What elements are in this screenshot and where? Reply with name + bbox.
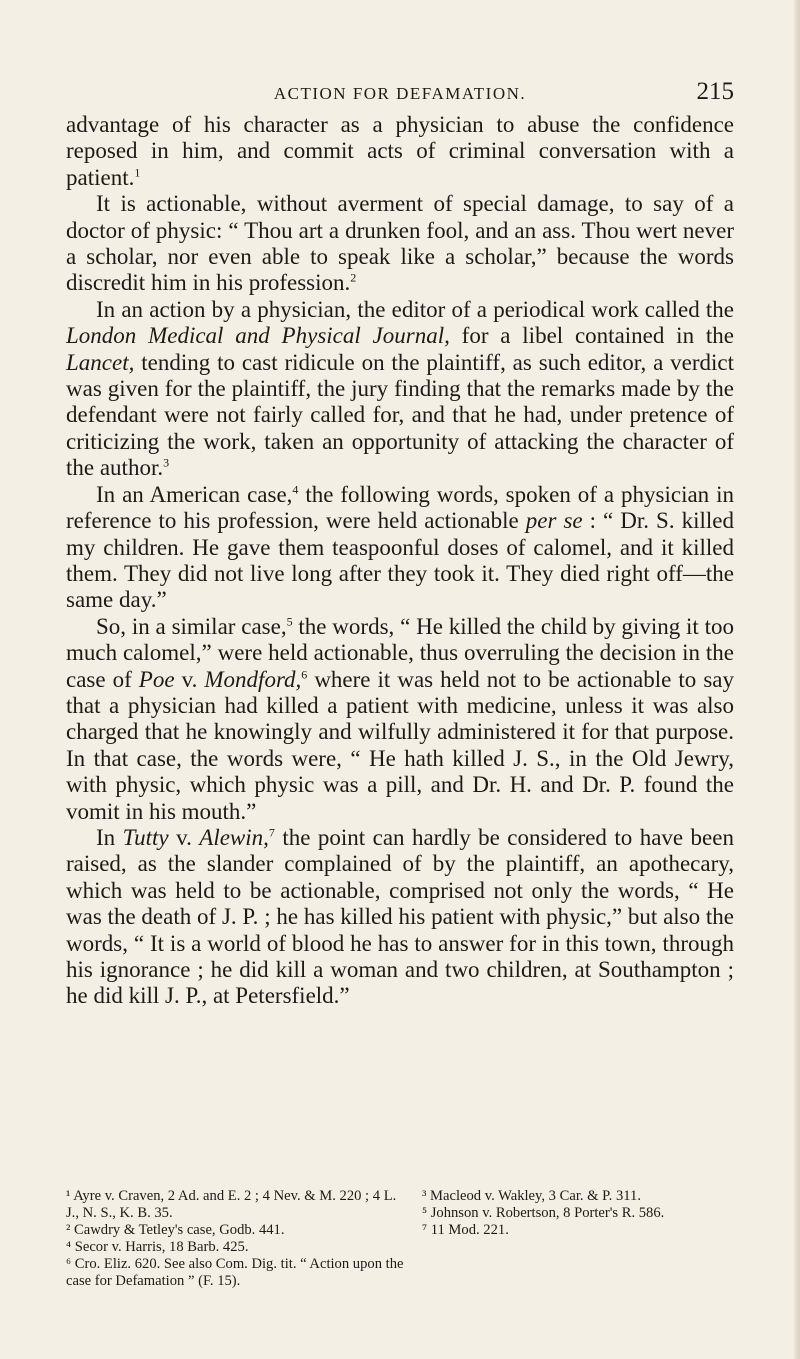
- italic-text: Lancet,: [66, 349, 135, 375]
- footnote: ⁶ Cro. Eliz. 620. See also Com. Dig. tit. “ Action upon the case for Defamation ” (F. 15).: [66, 1256, 404, 1289]
- page-header: [66, 78, 734, 108]
- footnote: ⁵ Johnson v. Robertson, 8 Porter's R. 586.: [422, 1205, 665, 1221]
- text-run: for a libel contained in the: [449, 323, 734, 349]
- footnotes: [66, 1188, 734, 1290]
- paragraph: [66, 297, 734, 482]
- text-run: : “ Dr. S. killed my children. He gave them teaspoonful doses of calomel, and it killed them. They did not live long after they took it. They died right off—the same day.”: [66, 508, 734, 613]
- text-run: where it was held not to be actionable to say that a physician had killed a patient with medicine, unless it was also charged that he knowingly and wilfully administered it for that purpose. In that case, the words were, “ He hath killed J. S., in the Old Jewry, with physic, which physic was a pill, and Dr. H. and Dr. P. found the vomit in his mouth.”: [66, 666, 734, 824]
- page-edge-shadow: [794, 0, 800, 1359]
- footnote: ² Cawdry & Tetley's case, Godb. 441.: [66, 1222, 285, 1238]
- footnote-ref: 5: [286, 614, 293, 629]
- italic-text: per se: [525, 508, 583, 534]
- text-run: In: [96, 824, 123, 850]
- text-run: v.: [168, 824, 200, 850]
- paragraph: [66, 112, 734, 191]
- footnotes-right-column: [422, 1188, 734, 1290]
- italic-text: Alewin,: [199, 824, 269, 850]
- text-run: the words, “ He killed the child by giving it too much calomel,” were held actionable, thus overruling the decision in the case of: [66, 613, 734, 692]
- text-run: advantage of his character as a physician to abuse the confidence reposed in him, and commit acts of criminal conversation with a patient.: [66, 112, 734, 190]
- footnote-ref: 3: [163, 455, 170, 470]
- body-text: [66, 112, 734, 1010]
- italic-text: Tutty: [122, 824, 169, 850]
- text-run: the point can hardly be considered to have been raised, as the slander complained of by the plaintiff, an apothecary, which was held to be actionable, comprised not only the words, “ He was the death of J. P. ; he has killed his patient with physic,” but also the words, “ It is a world of blood he has to answer for in this town, through his ignorance ; he did kill a woman and two children, at Southampton ; he did kill J. P., at Petersfield.”: [66, 824, 734, 1009]
- footnote-ref: 6: [301, 666, 308, 681]
- footnote-ref: 7: [268, 825, 275, 840]
- paragraph: [66, 614, 734, 825]
- footnote-ref: 4: [292, 482, 299, 497]
- text-run: In an action by a physician, the editor of a periodical work called the: [96, 296, 734, 322]
- footnote: ⁴ Secor v. Harris, 18 Barb. 425.: [66, 1239, 249, 1255]
- text-run: the following words, spoken of a physician in reference to his profession, were held actionable: [66, 481, 734, 534]
- footnotes-left-column: [66, 1188, 422, 1290]
- footnote: ⁷ 11 Mod. 221.: [422, 1222, 509, 1238]
- footnote-ref: 1: [134, 165, 141, 180]
- text-run: v.: [174, 666, 205, 692]
- text-run: It is actionable, without averment of special damage, to say of a doctor of physic: “ Thou art a drunken fool, and an ass. Thou wert never a scholar, nor even able to speak like a scholar,” because the words discredit him in his profession.: [66, 191, 734, 296]
- footnote-ref: 2: [350, 270, 357, 285]
- page-number: 215: [696, 78, 734, 105]
- italic-text: London Medical and Physical Journal,: [66, 323, 450, 349]
- running-title: ACTION FOR DEFAMATION.: [273, 84, 527, 103]
- text-run: In an American case,: [96, 481, 293, 507]
- paragraph: [66, 825, 734, 1010]
- footnote: ¹ Ayre v. Craven, 2 Ad. and E. 2 ; 4 Nev. & M. 220 ; 4 L. J., N. S., K. B. 35.: [66, 1188, 397, 1221]
- text-run: So, in a similar case,: [96, 613, 287, 639]
- italic-text: Mondford,: [204, 666, 302, 692]
- footnote: ³ Macleod v. Wakley, 3 Car. & P. 311.: [422, 1188, 641, 1204]
- italic-text: Poe: [138, 666, 175, 692]
- paragraph: [66, 191, 734, 297]
- paragraph: [66, 482, 734, 614]
- text-run: tending to cast ridicule on the plaintiff, as such editor, a verdict was given for the plaintiff, the jury finding that the remarks made by the defendant were not fairly called for, and that he had, under pretence of criticizing the work, taken an opportunity of attacking the character of the author.: [66, 349, 734, 481]
